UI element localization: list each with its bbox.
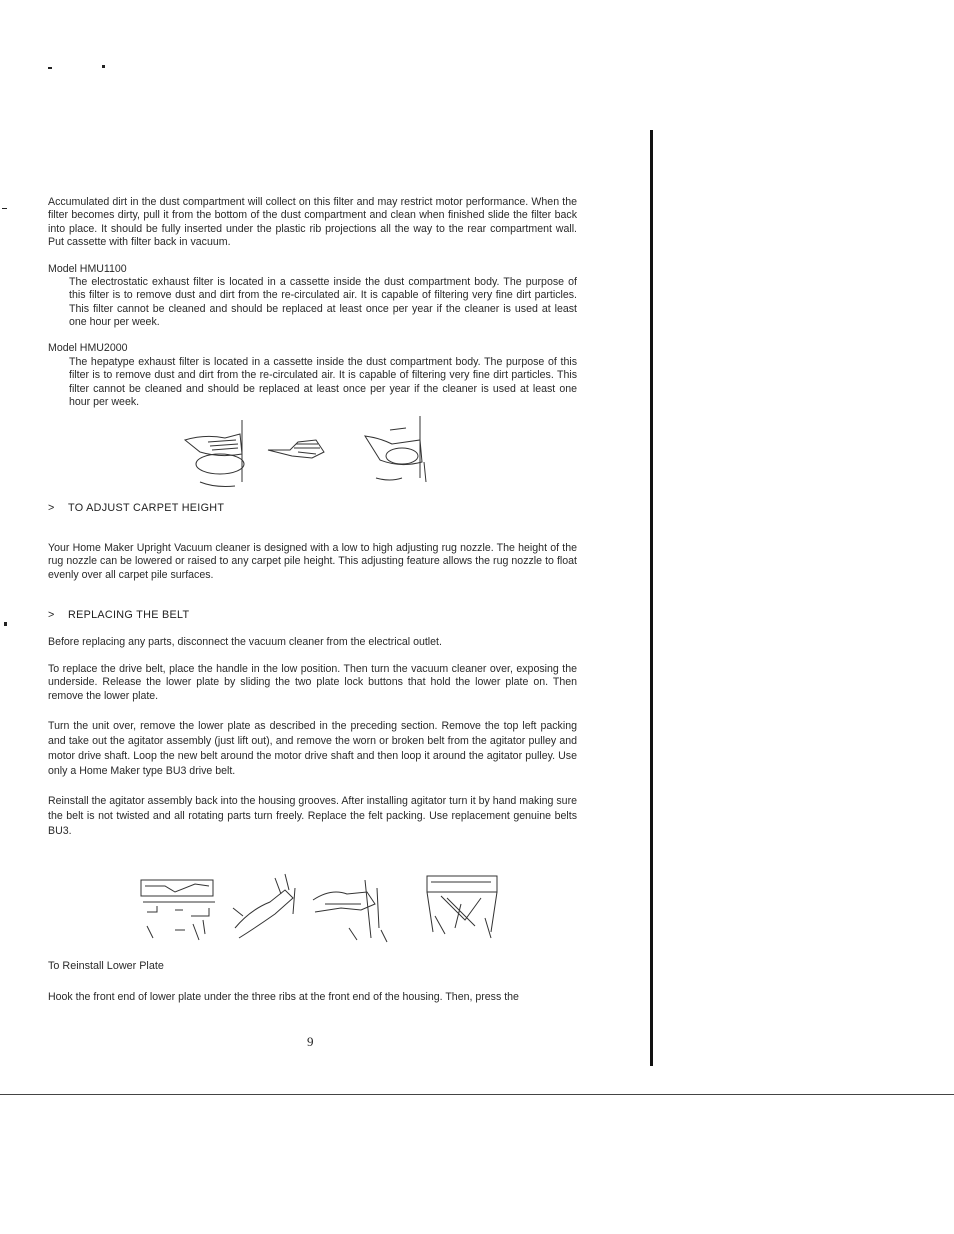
model-hmu1100-label: Model HMU1100 xyxy=(48,263,127,275)
filter-intro-text: Accumulated dirt in the dust compartment will collect on this filter and may restrict motor performance. When the filter becomes dirty, pull it from the bottom of the dust compartment and clean when finished slide the filter back into place. It should be fully inserted under the plastic rib projections all the way to the rear compartment wall. Put cassette with filter back in vacuum. xyxy=(48,196,577,249)
page-bottom-rule xyxy=(0,1094,954,1095)
scan-speck xyxy=(102,65,105,68)
model-hmu1100-text: The electrostatic exhaust filter is located in a cassette inside the dust compartment body. The purpose of this filter is to remove dust and dirt from the re-circulated air. It is capable of filtering very fine dirt particles. This filter cannot be cleaned and should be replaced at least once per year if the cleaner is used at least one hour per week. xyxy=(69,276,577,329)
reinstall-lower-plate-text: Hook the front end of lower plate under the three ribs at the front end of the housing. Then, press the xyxy=(48,991,519,1003)
scan-speck xyxy=(48,67,52,69)
belt-replacement-illustration xyxy=(135,868,505,948)
belt-heading-marker: > xyxy=(48,609,55,621)
carpet-height-text: Your Home Maker Upright Vacuum cleaner is designed with a low to high adjusting rug nozzle. The height of the rug nozzle can be lowered or raised to any carpet pile height. This adjusting feature allows the rug nozzle to float evenly over all carpet pile surfaces. xyxy=(48,542,577,581)
belt-paragraph-4: Reinstall the agitator assembly back into the housing grooves. After installing agitator turn it by hand making sure the belt is not twisted and all rotating parts turn freely. Replace the felt packing. Use replacement genuine belts BU3. xyxy=(48,795,577,837)
page-number: 9 xyxy=(307,1034,314,1049)
carpet-heading-marker: > xyxy=(48,502,55,514)
filter-cassette-illustration xyxy=(180,412,440,492)
belt-heading-text: REPLACING THE BELT xyxy=(68,609,190,621)
belt-paragraph-2: To replace the drive belt, place the handle in the low position. Then turn the vacuum cleaner over, exposing the underside. Release the lower plate by sliding the two plate lock buttons that hold the lower plate on. Then remove the lower plate. xyxy=(48,663,577,702)
model-hmu2000-text: The hepatype exhaust filter is located in a cassette inside the dust compartment body. The purpose of this filter is to remove dust and dirt from the re-circulated air. It is capable of filtering very fine dirt particles. This filter cannot be cleaned and should be replaced at least once per year if the cleaner is used at least one hour per week. xyxy=(69,356,577,409)
replacing-belt-heading xyxy=(48,609,189,621)
belt-paragraph-1: Before replacing any parts, disconnect the vacuum cleaner from the electrical outlet. xyxy=(48,636,442,648)
binding-edge-line xyxy=(650,130,653,1066)
belt-paragraph-3: Turn the unit over, remove the lower plate as described in the preceding section. Remove the top left packing and take out the agitator assembly (just lift out), and remove the worn or broken belt from the agitator pulley and motor drive shaft. Loop the new belt around the motor drive shaft and then loop it around the agitator pulley. Use only a Home Maker type BU3 drive belt. xyxy=(48,720,577,777)
carpet-height-heading xyxy=(48,502,224,514)
reinstall-lower-plate-heading: To Reinstall Lower Plate xyxy=(48,960,164,972)
scan-speck xyxy=(4,622,7,626)
model-hmu2000-label: Model HMU2000 xyxy=(48,342,128,354)
carpet-heading-text: TO ADJUST CARPET HEIGHT xyxy=(68,502,225,514)
scan-speck xyxy=(2,208,7,209)
